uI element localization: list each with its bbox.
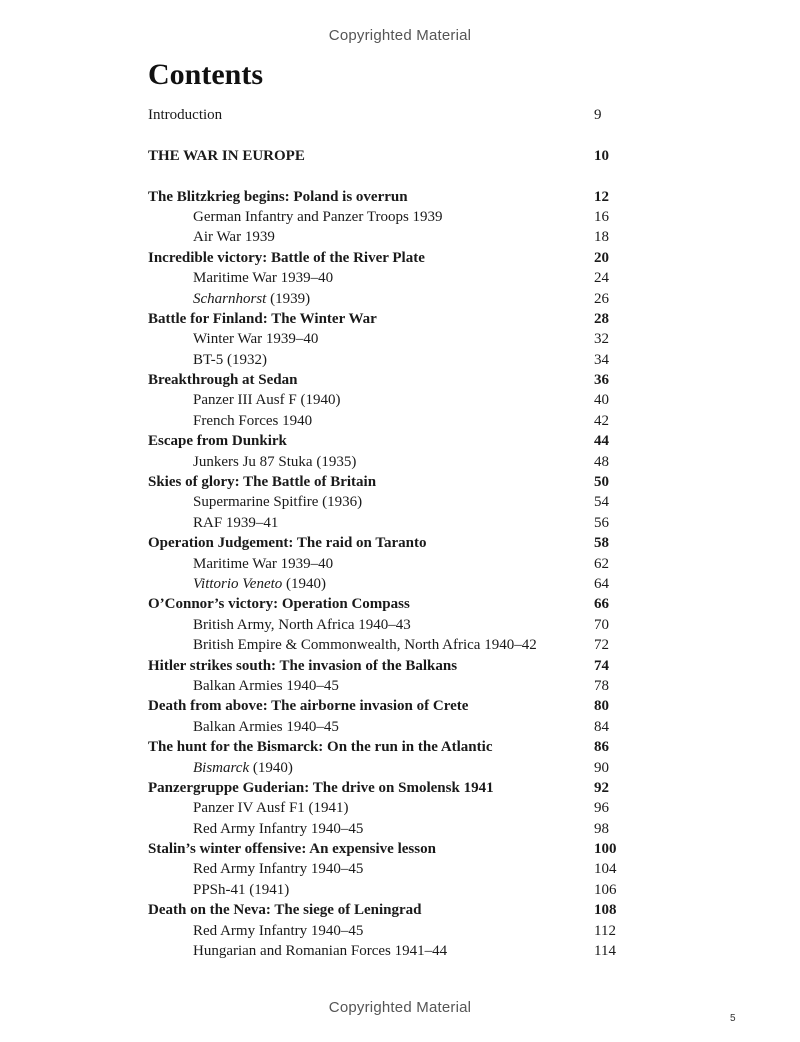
toc-entry-title: Red Army Infantry 1940–45 <box>193 861 364 878</box>
toc-chapter-row[interactable] <box>0 656 800 676</box>
toc-entry-title: Skies of glory: The Battle of Britain <box>148 474 377 491</box>
toc-entry-title: RAF 1939–41 <box>193 514 279 531</box>
toc-entry-title: Air War 1939 <box>193 229 275 246</box>
toc-entry-page: 104 <box>594 861 617 878</box>
toc-entry-page: 90 <box>594 759 609 776</box>
toc-entry-page: 70 <box>594 616 609 633</box>
toc-entry-title: Junkers Ju 87 Stuka (1935) <box>193 453 357 470</box>
toc-entry-title: Death from above: The airborne invasion of Crete <box>148 698 469 715</box>
toc-entry-page: 24 <box>594 270 609 287</box>
toc-entry-title: Incredible victory: Battle of the River Plate <box>148 249 425 266</box>
toc-subentry-row[interactable] <box>0 941 800 961</box>
toc-entry-page: 34 <box>594 351 609 368</box>
toc-entry-page: 50 <box>594 474 609 491</box>
toc-entry-page: 12 <box>594 188 609 205</box>
toc-entry-page: 58 <box>594 535 609 552</box>
toc-section-heading[interactable] <box>0 146 800 166</box>
toc-entry-page: 20 <box>594 249 609 266</box>
toc-entry-title: British Empire & Commonwealth, North Africa 1940–42 <box>193 637 537 654</box>
toc-subentry-row[interactable] <box>0 717 800 737</box>
toc-entry-title: Supermarine Spitfire (1936) <box>193 494 363 511</box>
toc-entry-page: 84 <box>594 718 609 735</box>
toc-subentry-row[interactable] <box>0 411 800 431</box>
toc-entry-page: 40 <box>594 392 609 409</box>
toc-chapter-row[interactable] <box>0 533 800 553</box>
toc-entry-title <box>193 758 293 778</box>
toc-subentry-row[interactable] <box>0 350 800 370</box>
toc-entry-title-rest: (1940) <box>249 759 293 776</box>
toc-entry-title-rest: (1940) <box>282 575 327 592</box>
toc-entry-title-italic: Vittorio Veneto <box>193 575 283 592</box>
toc-entry-title: BT-5 (1932) <box>193 351 268 368</box>
toc-entry-title: Breakthrough at Sedan <box>148 372 298 389</box>
toc-entry-page: 114 <box>594 943 616 960</box>
toc-entry-title: PPSh-41 (1941) <box>193 881 290 898</box>
toc-entry-title: Maritime War 1939–40 <box>193 270 334 287</box>
toc-entry-page: 92 <box>594 779 609 796</box>
toc-entry-page: 16 <box>594 208 609 225</box>
toc-subentry-row[interactable] <box>0 758 800 778</box>
toc-entry-page: 18 <box>594 229 609 246</box>
toc-entry-page: 86 <box>594 739 609 756</box>
toc-entry-page: 96 <box>594 800 609 817</box>
toc-entry-page: 108 <box>594 902 617 919</box>
toc-subentry-row[interactable] <box>0 492 800 512</box>
toc-subentry-row[interactable] <box>0 554 800 574</box>
toc-entry-page: 80 <box>594 698 609 715</box>
toc-subentry-row[interactable] <box>0 390 800 410</box>
toc-chapter-row[interactable] <box>0 431 800 451</box>
page-number: 5 <box>730 1013 736 1024</box>
toc-subentry-row[interactable] <box>0 289 800 309</box>
toc-entry-page: 72 <box>594 637 609 654</box>
table-of-contents <box>0 105 800 961</box>
toc-entry-title: Battle for Finland: The Winter War <box>148 310 377 327</box>
toc-entry-title: French Forces 1940 <box>193 412 313 429</box>
toc-entry-title: Death on the Neva: The siege of Leningrad <box>148 902 422 919</box>
toc-chapter-row[interactable] <box>0 737 800 757</box>
toc-subentry-row[interactable] <box>0 574 800 594</box>
toc-entry-title: Winter War 1939–40 <box>193 331 319 348</box>
toc-entry-title: Panzer IV Ausf F1 (1941) <box>193 800 349 817</box>
toc-entry-page: 112 <box>594 922 616 939</box>
toc-entry-page: 54 <box>594 494 609 511</box>
toc-subentry-row[interactable] <box>0 227 800 247</box>
toc-entry-page: 48 <box>594 453 609 470</box>
toc-entry-title: Introduction <box>148 107 223 123</box>
toc-chapter-row[interactable] <box>0 696 800 716</box>
toc-entry-page: 56 <box>594 514 609 531</box>
toc-chapter-row[interactable] <box>0 594 800 614</box>
toc-subentry-row[interactable] <box>0 329 800 349</box>
toc-chapter-row[interactable] <box>0 370 800 390</box>
toc-entry-title: British Army, North Africa 1940–43 <box>193 616 411 633</box>
toc-entry-title: Balkan Armies 1940–45 <box>193 718 339 735</box>
toc-entry-page: 44 <box>594 433 609 450</box>
toc-entry-title-rest: (1939) <box>266 290 311 307</box>
toc-entry-page: 9 <box>594 107 602 123</box>
toc-entry-page: 32 <box>594 331 609 348</box>
toc-entry-page: 100 <box>594 841 617 858</box>
copyright-watermark-top: Copyrighted Material <box>328 27 472 44</box>
toc-subentry-row[interactable] <box>0 921 800 941</box>
toc-entry-title-italic: Bismarck <box>193 759 250 776</box>
toc-chapter-row[interactable] <box>0 187 800 207</box>
toc-entry-title: The Blitzkrieg begins: Poland is overrun <box>148 188 408 205</box>
toc-entry-title <box>193 574 326 594</box>
toc-entry-title: Escape from Dunkirk <box>148 433 287 450</box>
toc-subentry-row[interactable] <box>0 798 800 818</box>
toc-subentry-row[interactable] <box>0 635 800 655</box>
toc-entry-title: The hunt for the Bismarck: On the run in the Atlantic <box>148 739 493 756</box>
toc-entry-title: Panzergruppe Guderian: The drive on Smolensk 1941 <box>148 779 494 796</box>
toc-subentry-row[interactable] <box>0 676 800 696</box>
toc-subentry-row[interactable] <box>0 615 800 635</box>
toc-chapter-row[interactable] <box>0 900 800 920</box>
toc-entries-list <box>0 187 800 962</box>
toc-section-page: 10 <box>594 147 609 164</box>
toc-entry-page: 26 <box>594 290 609 307</box>
toc-subentry-row[interactable] <box>0 207 800 227</box>
toc-entry-page: 66 <box>594 596 609 613</box>
toc-entry-title: Hitler strikes south: The invasion of the Balkans <box>148 657 458 674</box>
toc-entry-page: 78 <box>594 677 609 694</box>
toc-entry-title: Panzer III Ausf F (1940) <box>193 392 341 409</box>
toc-entry-page: 106 <box>594 881 617 898</box>
toc-entry-page: 28 <box>594 310 609 327</box>
toc-entry-title-italic: Scharnhorst <box>193 290 267 307</box>
toc-subentry-row[interactable] <box>0 819 800 839</box>
toc-entry-page: 36 <box>594 372 609 389</box>
toc-entry-page: 74 <box>594 657 609 674</box>
toc-subentry-row[interactable] <box>0 513 800 533</box>
toc-subentry-row[interactable] <box>0 268 800 288</box>
copyright-watermark-bottom: Copyrighted Material <box>328 999 472 1016</box>
page-title: Contents <box>148 58 264 91</box>
toc-entry-title: Balkan Armies 1940–45 <box>193 677 339 694</box>
toc-entry-title: Red Army Infantry 1940–45 <box>193 820 364 837</box>
toc-entry-title: German Infantry and Panzer Troops 1939 <box>193 208 443 225</box>
toc-entry-title: Stalin’s winter offensive: An expensive lesson <box>148 841 436 858</box>
toc-entry-page: 42 <box>594 412 609 429</box>
toc-chapter-row[interactable] <box>0 778 800 798</box>
toc-entry-page: 98 <box>594 820 609 837</box>
toc-subentry-row[interactable] <box>0 452 800 472</box>
toc-entry-title: Red Army Infantry 1940–45 <box>193 922 364 939</box>
toc-entry-title: Maritime War 1939–40 <box>193 555 334 572</box>
toc-chapter-row[interactable] <box>0 472 800 492</box>
toc-entry-title <box>193 289 310 309</box>
toc-subentry-row[interactable] <box>0 859 800 879</box>
toc-entry-title: Operation Judgement: The raid on Taranto <box>148 535 427 552</box>
toc-subentry-row[interactable] <box>0 880 800 900</box>
toc-section-title: THE WAR IN EUROPE <box>148 147 305 164</box>
toc-entry-title: O’Connor’s victory: Operation Compass <box>148 596 410 613</box>
toc-entry-page: 62 <box>594 555 609 572</box>
toc-chapter-row[interactable] <box>0 839 800 859</box>
toc-intro-row[interactable] <box>0 105 800 125</box>
toc-entry-title: Hungarian and Romanian Forces 1941–44 <box>193 943 448 960</box>
toc-chapter-row[interactable] <box>0 309 800 329</box>
toc-entry-page: 64 <box>594 575 609 592</box>
toc-chapter-row[interactable] <box>0 248 800 268</box>
